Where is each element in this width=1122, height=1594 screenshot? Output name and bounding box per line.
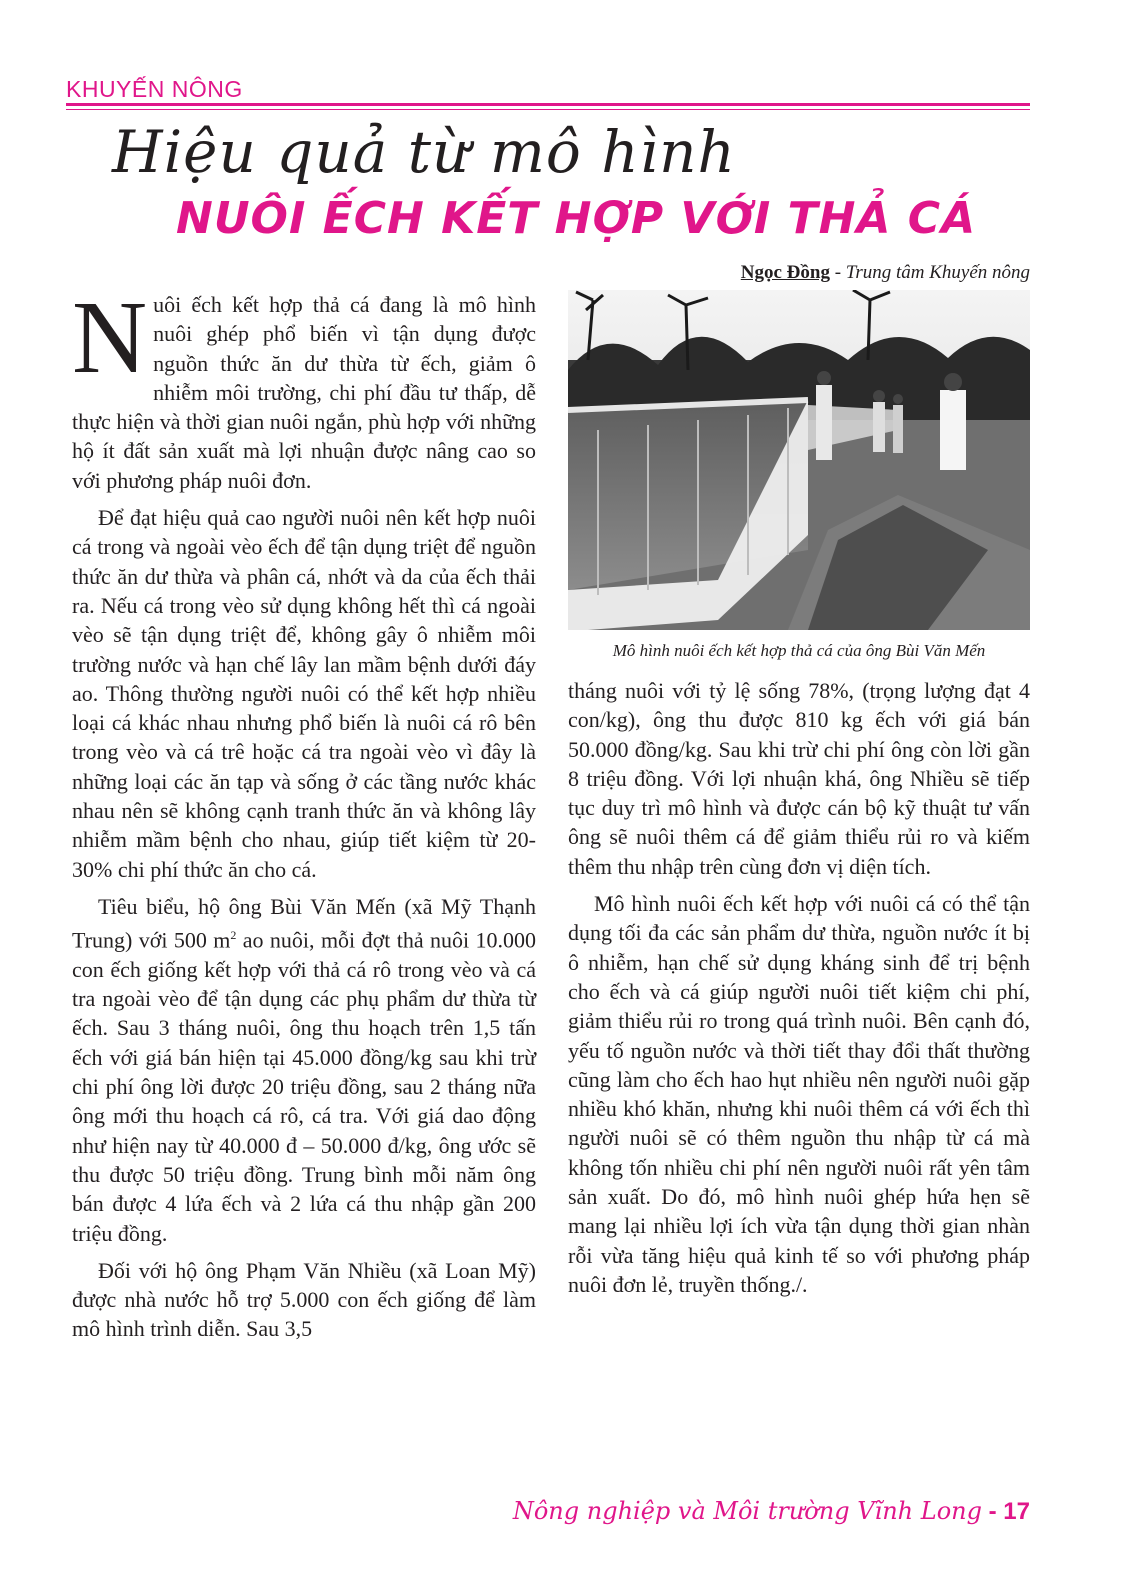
article-photo	[568, 290, 1030, 630]
title-line-1: Hiệu quả từ mô hình	[112, 118, 736, 186]
paragraph-3-text-b: ao nuôi, mỗi đợt thả nuôi 10.000 con ếch giống kết hợp với thả cá rô trong vèo và cá tra ngoài vèo để tận dụng các phụ phẩm dư thừa từ ếch. Sau 3 tháng nuôi, ông thu hoạch trên 1,5 tấn ếch với giá bán hiện tại 45.000 đồng/kg sau khi trừ chi phí ông lời được 20 triệu đồng, sau 2 tháng nữa ông mới thu hoạch cá rô, cá tra. Với giá dao động như hiện nay từ 40.000 đ – 50.000 đ/kg, ông ước sẽ thu được 50 triệu đồng. Trung bình mỗi năm ông bán được 4 lứa ếch và 2 lứa cá thu nhập gần 200 triệu đồng.	[72, 927, 536, 1246]
header-rule-thick	[66, 103, 1030, 106]
title-line-2: NUÔI ẾCH KẾT HỢP VỚI THẢ CÁ	[176, 193, 977, 244]
paragraph-2: Để đạt hiệu quả cao người nuôi nên kết hợp nuôi cá trong và ngoài vèo ếch để tận dụng triệt để nguồn thức ăn dư thừa và phân cá, nhớt và da của ếch thải ra. Nếu cá trong vèo sử dụng không hết thì cá ngoài vèo sẽ tận dụng triệt để, không gây ô nhiễm môi trường nước và hạn chế lây lan mầm bệnh dưới đáy ao. Thông thường người nuôi có thể kết hợp nhiều loại cá khác nhau nhưng phổ biến là nuôi cá rô bên trong vèo và cá trê hoặc cá tra ngoài vèo vì đây là những loại các ăn tạp và sống ở các tầng nước khác nhau nên sẽ không cạnh tranh thức ăn và không lây nhiễm mầm bệnh cho nhau, giúp tiết kiệm từ 20-30% chi phí thức ăn cho cá.	[72, 505, 536, 882]
superscript: 2	[230, 928, 237, 943]
paragraph-5: Mô hình nuôi ếch kết hợp với nuôi cá có thể tận dụng tối đa các sản phẩm dư thừa, nguồn nước ít bị ô nhiễm, hạn chế sử dụng kháng sinh để trị bệnh cho ếch và cá giúp người nuôi tiết kiệm chi phí, giảm thiểu rủi ro trong quá trình nuôi. Bên cạnh đó, yếu tố nguồn nước và thời tiết thay đổi thất thường cũng làm cho ếch hao hụt nhiều nên người nuôi gặp nhiều khó khăn, nhưng khi nuôi thêm cá với ếch thì người nuôi sẽ có thêm nguồn thu nhập từ cá mà không tốn nhiều chi phí nên người nuôi rất yên tâm sản xuất. Do đó, mô hình nuôi ghép hứa hẹn sẽ mang lại nhiều lợi ích vừa tận dụng thời gian nhàn rỗi vừa tăng hiệu quả kinh tế so với phương pháp nuôi đơn lẻ, truyền thống./.	[568, 891, 1030, 1297]
dropcap: N	[72, 280, 148, 395]
paragraph-3-text-a: Tiêu biểu, hộ ông Bùi Văn Mến (xã Mỹ Thạnh Trung) với 500 m	[72, 893, 536, 953]
section-label: KHUYẾN NÔNG	[66, 76, 243, 102]
footer-separator: -	[981, 1498, 1004, 1525]
magazine-name: Nông nghiệp và Môi trường Vĩnh Long	[512, 1497, 982, 1525]
paragraph-intro	[72, 280, 536, 495]
article-column-right	[568, 676, 1030, 1307]
paragraph-3	[72, 892, 536, 1248]
page-footer	[513, 1497, 1030, 1526]
byline-separator: -	[829, 262, 846, 283]
paragraph-4-continued: tháng nuôi với tỷ lệ sống 78%, (trọng lượng đạt 4 con/kg), ông thu được 810 kg ếch với giá bán 50.000 đồng/kg. Sau khi trừ chi phí ông còn lời gần 8 triệu đồng. Với lợi nhuận khá, ông Nhiều sẽ tiếp tục duy trì mô hình và được cán bộ kỹ thuật tư vấn ông sẽ nuôi thêm cá để giảm thiểu rủi ro và kiếm thêm thu nhập trên cùng đơn vị diện tích.	[568, 678, 1030, 879]
photo-caption: Mô hình nuôi ếch kết hợp thả cá của ông Bùi Văn Mến	[612, 641, 986, 660]
article-column-left	[72, 280, 536, 1352]
byline	[741, 262, 1030, 284]
byline-org: Trung tâm Khuyến nông	[845, 262, 1030, 283]
page-number: 17	[1003, 1498, 1030, 1525]
frog-pond-photo	[568, 290, 1030, 630]
byline-author: Ngọc Đồng	[740, 262, 830, 283]
paragraph-intro-text: uôi ếch kết hợp thả cá đang là mô hình nuôi ghép phổ biến vì tận dụng được nguồn thức ăn dư thừa từ ếch, giảm ô nhiễm môi trường, chi phí đầu tư thấp, dễ thực hiện và thời gian nuôi ngắn, phù hợp với những hộ ít đất sản xuất mà lợi nhuận được nâng cao so với phương pháp nuôi đơn.	[72, 292, 536, 493]
header-rule-thin	[66, 109, 1030, 110]
paragraph-4: Đối với hộ ông Phạm Văn Nhiều (xã Loan Mỹ) được nhà nước hỗ trợ 5.000 con ếch giống để làm mô hình trình diễn. Sau 3,5	[72, 1257, 536, 1342]
